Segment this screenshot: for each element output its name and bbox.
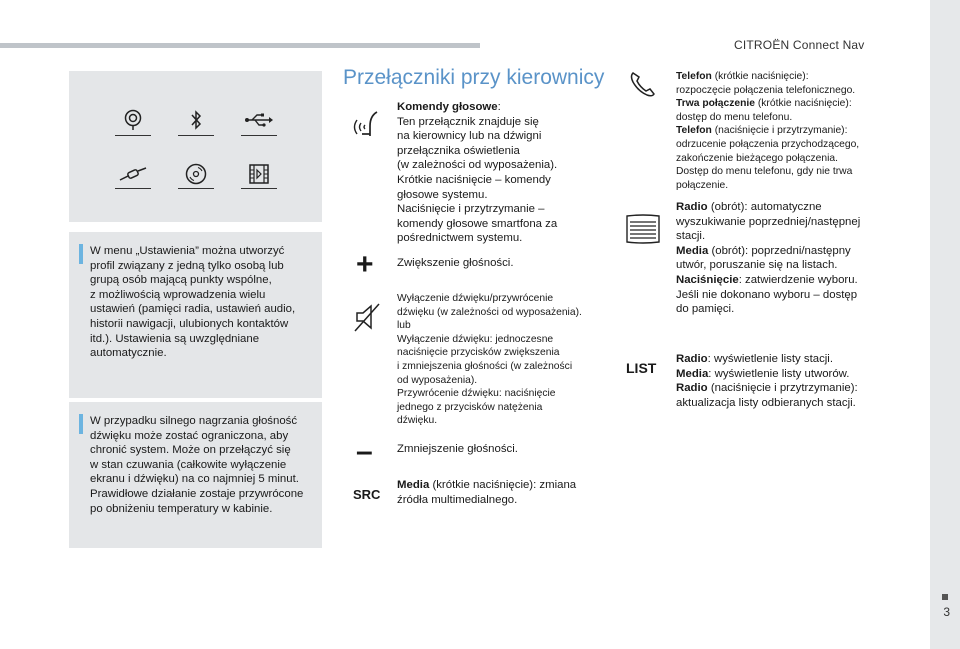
divider: [178, 188, 214, 189]
mute-text: Wyłączenie dźwięku/przywrócenie dźwięku (w zależności od wyposażenia). lub Wyłączenie dźwięku: jednoczesne naciśnięcie przycisków zwiększenia i zmniejszenia głośności (w zależności od wyposażenia). Przywrócenie dźwięku: naciśnięcie jednego z przycisków natężenia dźwięku.: [397, 293, 582, 427]
list-icon: LIST: [626, 360, 657, 376]
media-file-icon: [239, 159, 279, 189]
thumbwheel-text: Radio (obrót): automatyczne wyszukiwanie poprzedniej/następnej stacji. Media (obrót): poprzedni/następny utwór, poruszanie się na listach. Naciśnięcie: zatwierdzenie wyboru. Jeśli nie dokonano wyboru – dostęp do pamięci.: [676, 201, 861, 316]
header-title: CITROËN Connect Nav: [734, 38, 865, 52]
page-marker: [942, 594, 948, 600]
divider: [241, 135, 277, 136]
volume-up-text: Zwiększenie głośności.: [397, 257, 514, 269]
list-text: Radio: wyświetlenie listy stacji. Media: wyświetlenie listy utworów. Radio (naciśnięcie i przytrzymanie): aktualizacja listy odbieranych stacji.: [676, 353, 858, 409]
info-marker: [79, 244, 83, 264]
phone-text: Telefon (krótkie naciśnięcie): rozpoczęcie połączenia telefonicznego. Trwa połączenie (krótkie naciśnięcie): dostęp do menu telefonu. Telefon (naciśnięcie i przytrzymanie): odrzucenie połączenia przychodzącego, zakończenie bieżącego połączenia. Dostęp do menu telefonu, gdy nie trwa połączenie.: [676, 71, 860, 191]
src-icon: SRC: [353, 487, 381, 502]
usb-icon: [239, 105, 279, 135]
page-edge-strip: [930, 0, 960, 649]
divider: [241, 188, 277, 189]
note-text: W przypadku silnego nagrzania głośność dźwięku może zostać ograniczona, aby chronić system. Może on przełączyć się w stan czuwania (całkowite wyłączenie ekranu i dźwięku) na co najmniej 5 minut. Prawidłowe działanie zostaje przywrócone po obniżeniu temperatury w kabinie.: [90, 415, 304, 515]
section-title: Przełączniki przy kierownicy: [343, 66, 605, 89]
info-marker: [79, 414, 83, 434]
mute-icon: [354, 302, 382, 337]
voice-command-icon: [352, 108, 384, 145]
note-profiles: [69, 232, 322, 398]
cd-icon: [176, 159, 216, 189]
divider: [115, 135, 151, 136]
page-number: 3: [943, 605, 950, 619]
header-rule: [0, 43, 480, 48]
divider: [178, 135, 214, 136]
phone-icon: [627, 68, 659, 105]
bluetooth-icon: [176, 105, 216, 135]
note-text: W menu „Ustawienia” można utworzyć profil związany z jedną tylko osobą lub grupą osób mającą punkty wspólne, z możliwością wprowadzenia wielu ustawień (pamięci radia, ustawień audio, historii nawigacji, ulubionych kontaktów itd.). Ustawienia są uwzględniane automatycznie.: [90, 245, 296, 360]
thumbwheel-icon: [625, 214, 661, 249]
aux-cable-icon: [113, 159, 153, 189]
src-text: Media (krótkie naciśnięcie): zmiana źródła multimedialnego.: [397, 479, 577, 506]
note-overheating: [69, 402, 322, 548]
icons-panel: [69, 71, 322, 222]
voice-commands-text: Komendy głosowe: Ten przełącznik znajduje się na kierownicy lub na dźwigni przełącznika oświetlenia (w zależności od wyposażenia). Krótkie naciśnięcie – komendy głosowe systemu. Naciśnięcie i przytrzymanie – komendy głosowe smartfona za pośrednictwem systemu.: [397, 101, 558, 245]
navigation-pin-icon: [113, 105, 153, 135]
volume-down-text: Zmniejszenie głośności.: [397, 443, 518, 455]
volume-down-icon: –: [356, 435, 373, 468]
volume-up-icon: +: [356, 248, 374, 281]
divider: [115, 188, 151, 189]
